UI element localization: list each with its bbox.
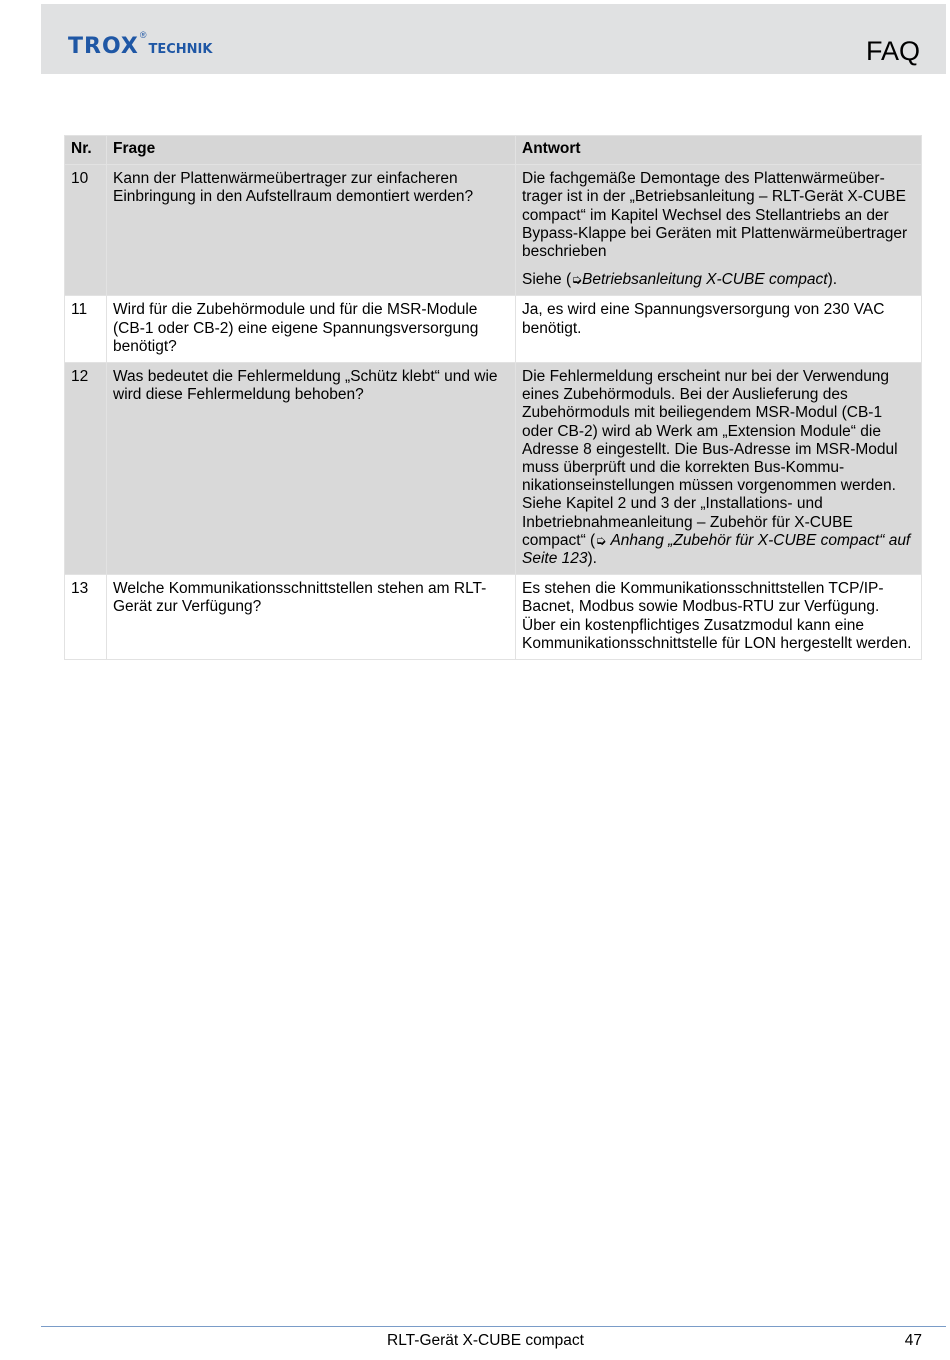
row-question: Welche Kommunikationsschnittstellen stehen am RLT-Gerät zur Verfügung?	[107, 575, 516, 660]
row-number: 13	[65, 575, 107, 660]
reference-prefix: Siehe (	[522, 271, 572, 289]
row-number: 11	[65, 296, 107, 363]
answer-reference	[522, 271, 915, 289]
row-question: Was bedeutet die Fehlermeldung „Schütz klebt“ und wie wird diese Fehlermeldung behoben?	[107, 363, 516, 575]
row-question: Kann der Plattenwärmeübertrager zur einfacheren Einbringung in den Aufstellraum demontiert werden?	[107, 165, 516, 296]
reference-link[interactable]: Betriebsanleitung X-CUBE compact	[582, 271, 828, 289]
column-header-nr: Nr.	[65, 136, 107, 165]
table-row	[65, 165, 922, 296]
page-header	[41, 4, 946, 74]
trox-technik-logo	[68, 32, 212, 58]
logo-registered-mark: ®	[139, 30, 147, 40]
logo-suffix: TECHNIK	[148, 42, 213, 57]
answer-text: Die fachgemäße Demontage des Plattenwärmeübertrager ist in der „Betriebsanleitung – RLT-Gerät X-CUBE compact“ im Kapitel Wechsel des Stellantriebs an der Bypass-Klappe bei Geräten mit Plattenwärmeübertrager beschrieben	[522, 170, 908, 261]
page-number: 47	[904, 1332, 922, 1349]
row-number: 10	[65, 165, 107, 296]
cross-reference-arrow-icon: ➭	[595, 532, 607, 548]
column-header-question: Frage	[107, 136, 516, 165]
logo-wordmark: TROX	[68, 34, 139, 59]
table-header-row	[65, 136, 922, 165]
section-title: FAQ	[865, 36, 920, 66]
footer-document-title: RLT-Gerät X-CUBE compact	[387, 1332, 584, 1349]
cross-reference-arrow-icon: ➭	[571, 272, 583, 288]
column-header-answer: Antwort	[516, 136, 922, 165]
table-row	[65, 575, 922, 660]
reference-suffix: ).	[587, 550, 597, 568]
row-number: 12	[65, 363, 107, 575]
reference-suffix: ).	[827, 271, 838, 289]
reference-link[interactable]: Anhang „Zubehör für X-CUBE compact“ auf Seite 123	[522, 531, 911, 568]
answer-text: Die Fehlermeldung erscheint nur bei der Verwendung eines Zubehörmoduls. Bei der Auslieferung des Zubehörmoduls mit beiliegendem MSR-Modul (CB-1 oder CB-2) wird ab Werk am „Extension Module“ die Adresse 8 eingestellt. Die Bus-Adresse im MSR-Modul muss überprüft und die korrekten Bus-Kommunikationseinstellungen müssen vorgenommen werden. Siehe Kapitel 2 und 3 der „Installations- und Inbetriebnahmeanleitung – Zubehör für X-CUBE compact“ (	[522, 368, 898, 549]
table-row	[65, 296, 922, 363]
row-answer	[516, 165, 922, 296]
row-question: Wird für die Zubehörmodule und für die MSR-Module (CB-1 oder CB-2) eine eigene Spannungsversorgung benötigt?	[107, 296, 516, 363]
faq-table	[64, 135, 922, 660]
footer-divider	[41, 1326, 946, 1327]
table-row	[65, 363, 922, 575]
row-answer: Es stehen die Kommunikationsschnittstellen TCP/IP-Bacnet, Modbus sowie Modbus-RTU zur Verfügung. Über ein kostenpflichtiges Zusatzmodul kann eine Kommunikationsschnittstelle für LON hergestellt werden.	[516, 575, 922, 660]
row-answer	[516, 363, 922, 575]
row-answer: Ja, es wird eine Spannungsversorgung von 230 VAC benötigt.	[516, 296, 922, 363]
